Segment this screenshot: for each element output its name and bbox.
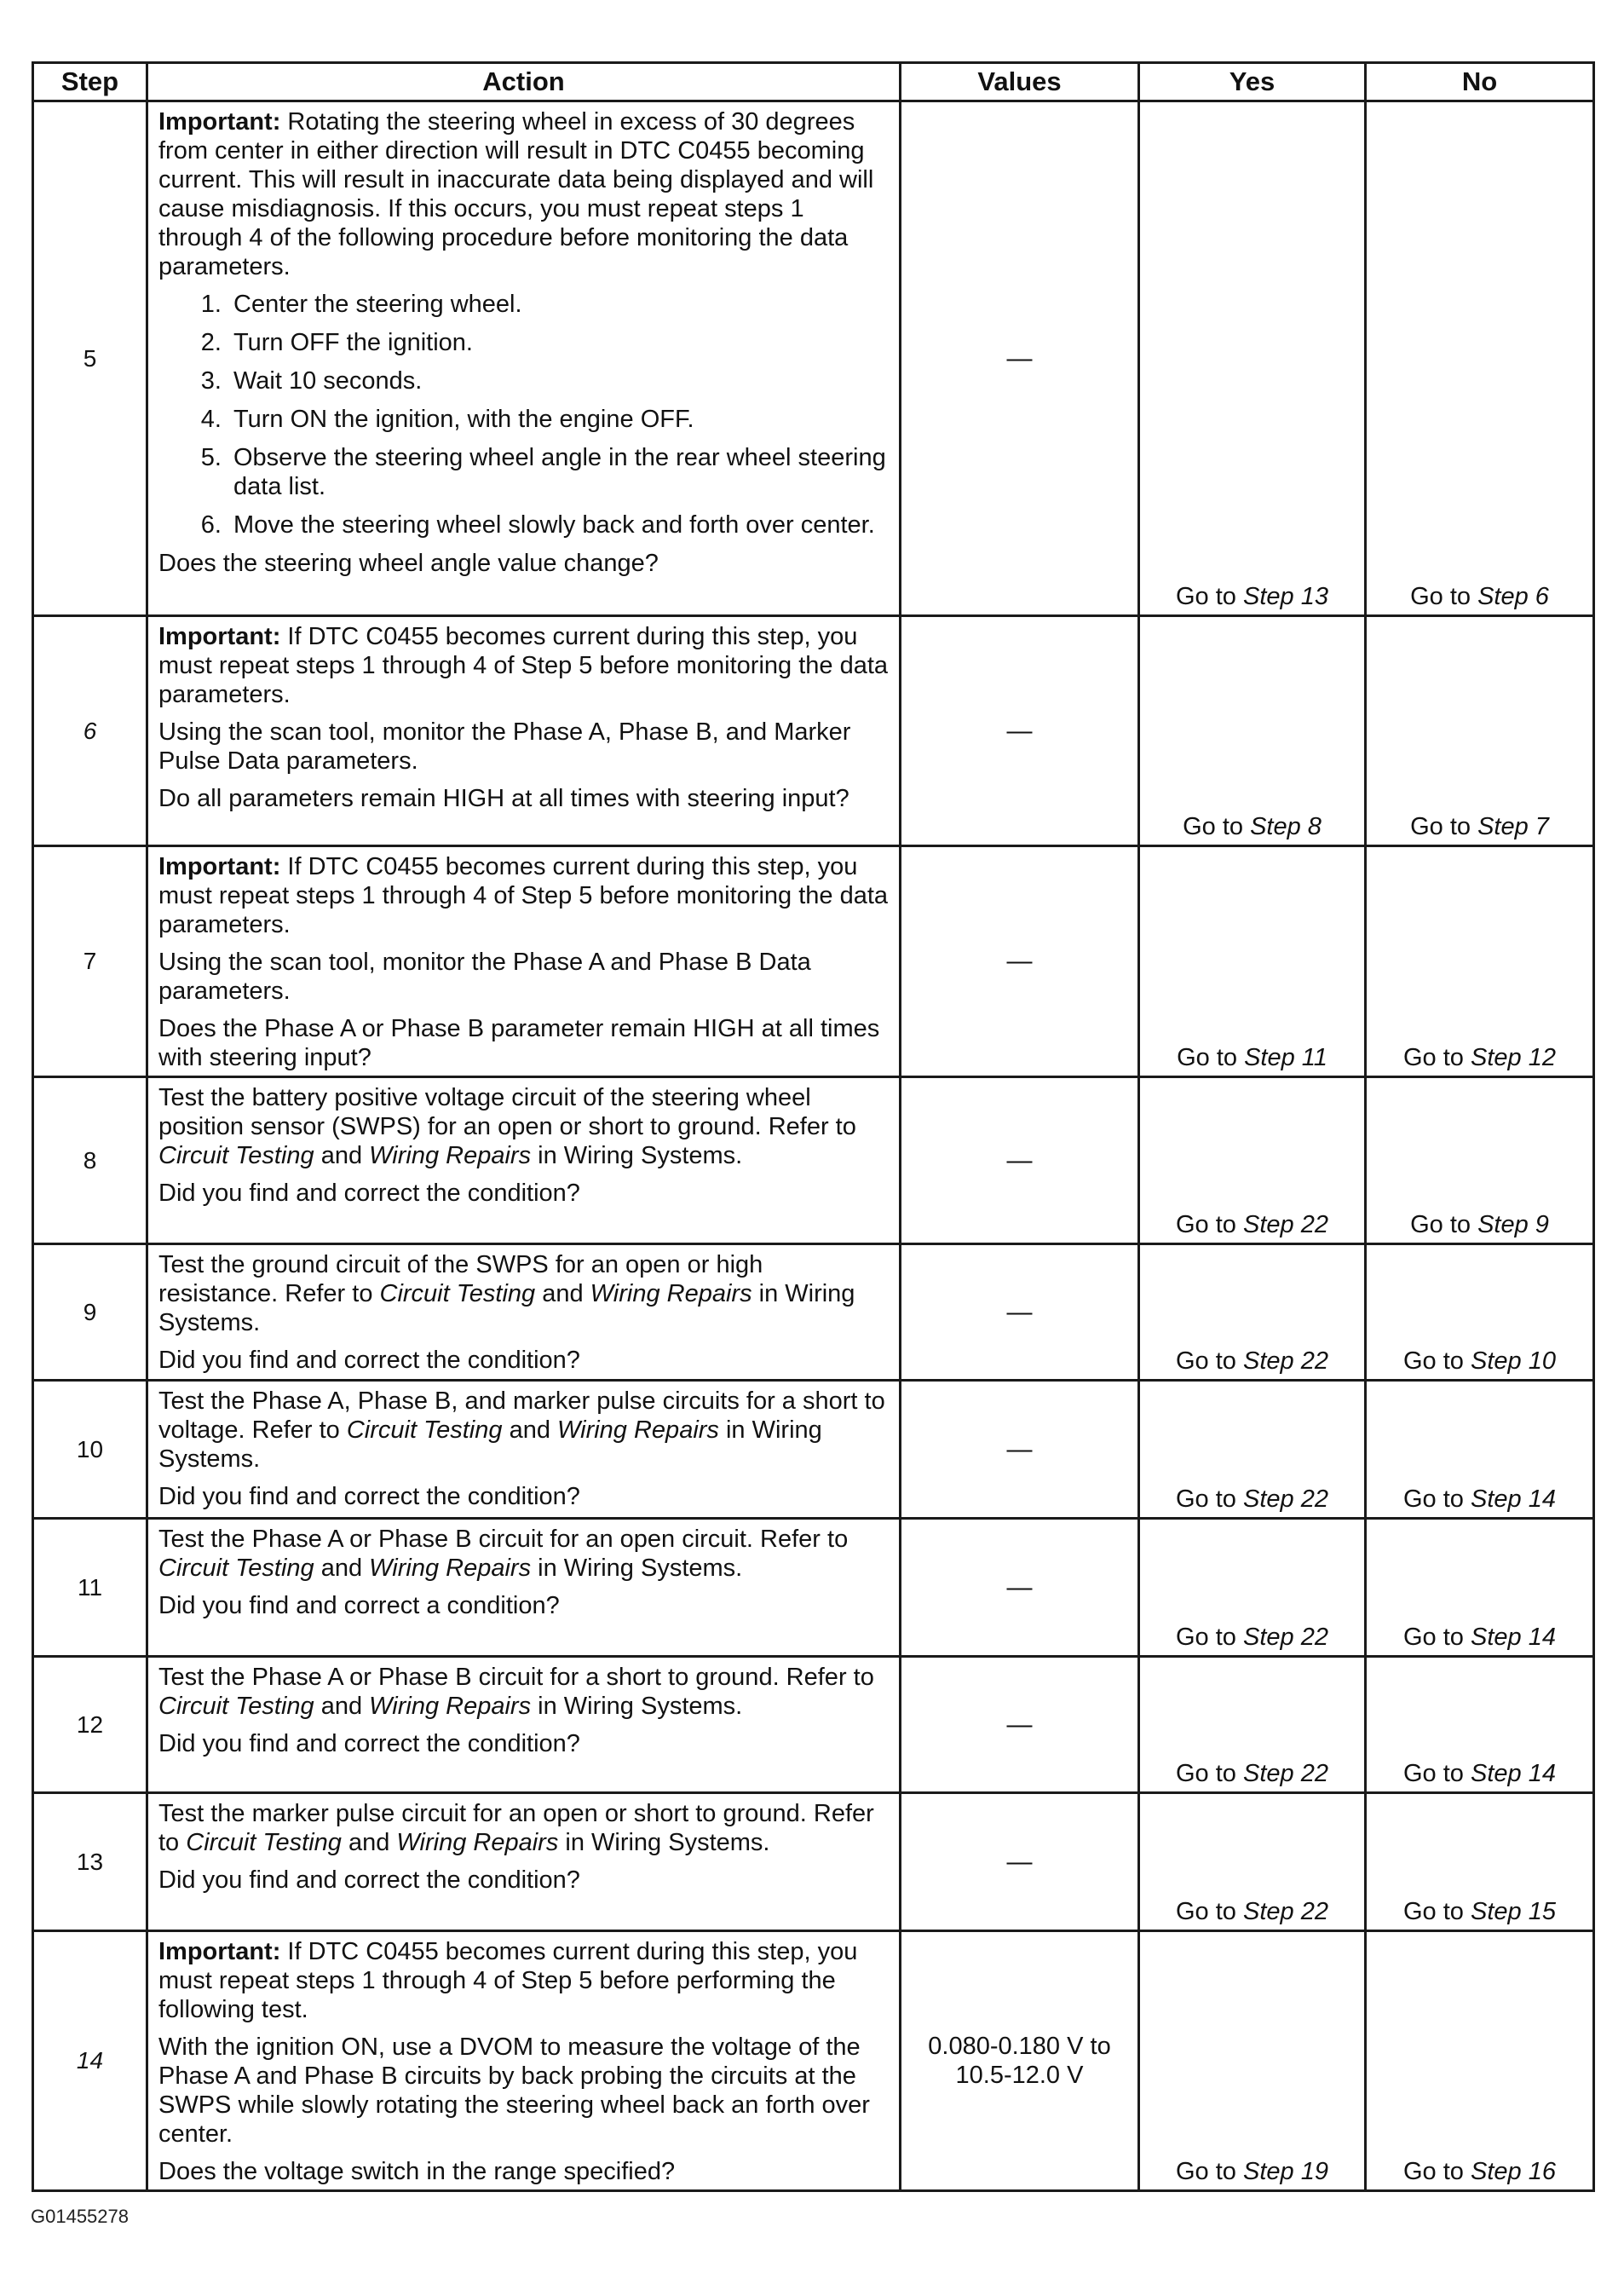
step-number: 5 (33, 101, 147, 616)
action-text: in Wiring Systems. (531, 1555, 743, 1582)
action-text: Did you find and correct the condition? (158, 1866, 580, 1894)
go-to-yes (1176, 583, 1328, 610)
important-label: Important: (158, 853, 281, 880)
go-to-prefix: Go to (1183, 813, 1251, 840)
table-row (33, 616, 1594, 846)
action-text: in Wiring Systems. (158, 1416, 822, 1473)
no-cell (1366, 846, 1594, 1077)
reference-link: Wiring Repairs (369, 1693, 532, 1720)
action-text: and (314, 1555, 370, 1582)
action-text: If DTC C0455 becomes current during this step, you must repeat steps 1 through 4 of Step 5 before monitoring the data parameters. (158, 853, 889, 938)
action-cell (147, 846, 901, 1077)
reference-link: Circuit Testing (158, 1142, 314, 1169)
step-reference: Step 13 (1243, 583, 1328, 610)
reference-link: Circuit Testing (186, 1829, 342, 1856)
step-reference: Step 22 (1243, 1624, 1328, 1651)
header-yes: Yes (1139, 63, 1366, 101)
action-paragraph (158, 1591, 889, 1620)
values-dash: — (1006, 1434, 1033, 1463)
reference-link: Circuit Testing (158, 1693, 314, 1720)
table-row (33, 1657, 1594, 1793)
values-dash: — (1006, 716, 1033, 745)
procedure-step: 5. Observe the steering wheel angle in the rear wheel steering data list. (228, 443, 889, 501)
action-text: Does the Phase A or Phase B parameter remain HIGH at all times with steering input? (158, 1015, 880, 1071)
important-label: Important: (158, 1938, 281, 1965)
step-reference: Step 15 (1471, 1898, 1556, 1925)
step-number: 8 (33, 1077, 147, 1244)
values-cell (901, 1519, 1139, 1657)
go-to-no (1403, 1347, 1556, 1375)
action-paragraph (158, 107, 889, 281)
values-cell (901, 1931, 1139, 2191)
step-reference: Step 10 (1471, 1347, 1556, 1375)
action-paragraph (158, 1387, 889, 1474)
values-dash: — (1006, 343, 1033, 372)
action-paragraph (158, 1014, 889, 1072)
action-paragraph (158, 1866, 889, 1895)
action-paragraph (158, 1729, 889, 1758)
go-to-yes (1176, 1760, 1328, 1787)
action-paragraph (158, 549, 889, 578)
yes-cell (1139, 1244, 1366, 1381)
go-to-prefix: Go to (1403, 1347, 1471, 1375)
go-to-yes (1176, 1624, 1328, 1651)
go-to-no (1410, 813, 1549, 840)
action-text: in Wiring Systems. (158, 1280, 855, 1336)
go-to-prefix: Go to (1176, 583, 1243, 610)
action-paragraph (158, 1482, 889, 1511)
step-reference: Step 12 (1471, 1044, 1556, 1071)
value-range: 10.5-12.0 V (955, 2062, 1084, 2089)
action-paragraph (158, 1937, 889, 2024)
action-paragraph (158, 1799, 889, 1857)
step-number: 11 (33, 1519, 147, 1657)
values-dash: — (1006, 947, 1033, 975)
reference-link: Circuit Testing (158, 1555, 314, 1582)
action-cell (147, 1793, 901, 1931)
step-reference: Step 22 (1243, 1898, 1328, 1925)
action-text: Using the scan tool, monitor the Phase A, Phase B, and Marker Pulse Data parameters. (158, 718, 851, 775)
values-cell (901, 1244, 1139, 1381)
action-cell (147, 1244, 901, 1381)
go-to-no (1403, 1044, 1556, 1071)
action-cell (147, 1519, 901, 1657)
action-text: Did you find and correct the condition? (158, 1180, 580, 1207)
go-to-prefix: Go to (1410, 583, 1478, 610)
header-values: Values (901, 63, 1139, 101)
go-to-yes (1176, 1485, 1328, 1513)
action-text: in Wiring Systems. (531, 1693, 743, 1720)
action-text: Did you find and correct the condition? (158, 1483, 580, 1510)
yes-cell (1139, 1793, 1366, 1931)
step-reference: Step 6 (1477, 583, 1549, 610)
action-text: and (314, 1142, 370, 1169)
go-to-prefix: Go to (1403, 1485, 1471, 1513)
values-cell (901, 616, 1139, 846)
yes-cell (1139, 101, 1366, 616)
yes-cell (1139, 616, 1366, 846)
action-cell (147, 1381, 901, 1519)
header-step: Step (33, 63, 147, 101)
values-dash: — (1006, 1572, 1033, 1601)
action-cell (147, 1657, 901, 1793)
go-to-no (1403, 1898, 1556, 1925)
action-paragraph (158, 1179, 889, 1208)
procedure-step: 4. Turn ON the ignition, with the engine OFF. (228, 405, 889, 434)
yes-cell (1139, 1657, 1366, 1793)
go-to-prefix: Go to (1176, 1898, 1243, 1925)
values-cell (901, 101, 1139, 616)
step-number: 14 (33, 1931, 147, 2191)
go-to-no (1403, 1624, 1556, 1651)
reference-link: Circuit Testing (346, 1416, 503, 1444)
step-reference: Step 14 (1471, 1485, 1556, 1513)
action-paragraph (158, 1663, 889, 1721)
step-number: 9 (33, 1244, 147, 1381)
figure-id: G01455278 (31, 2206, 129, 2227)
procedure-list (158, 290, 889, 539)
go-to-yes (1177, 1044, 1327, 1071)
action-text: Does the voltage switch in the range specified? (158, 2158, 676, 2185)
go-to-prefix: Go to (1176, 1347, 1243, 1375)
step-reference: Step 16 (1471, 2158, 1556, 2185)
reference-link: Wiring Repairs (369, 1142, 532, 1169)
action-text: Test the ground circuit of the SWPS for an open or high resistance. Refer to (158, 1251, 763, 1307)
action-paragraph (158, 1525, 889, 1583)
important-label: Important: (158, 108, 281, 136)
action-cell (147, 616, 901, 846)
action-paragraph (158, 1083, 889, 1170)
yes-cell (1139, 1931, 1366, 2191)
action-text: If DTC C0455 becomes current during this step, you must repeat steps 1 through 4 of Step 5 before performing the following test. (158, 1938, 858, 2023)
action-text: Did you find and correct the condition? (158, 1347, 580, 1374)
table-row (33, 101, 1594, 616)
no-cell (1366, 101, 1594, 616)
action-text: Test the Phase A or Phase B circuit for a short to ground. Refer to (158, 1664, 874, 1691)
step-number: 10 (33, 1381, 147, 1519)
step-number: 12 (33, 1657, 147, 1793)
go-to-prefix: Go to (1176, 1624, 1243, 1651)
go-to-no (1403, 1485, 1556, 1513)
step-reference: Step 8 (1250, 813, 1322, 840)
reference-link: Circuit Testing (379, 1280, 536, 1307)
step-reference: Step 14 (1471, 1624, 1556, 1651)
go-to-no (1410, 1211, 1549, 1238)
go-to-prefix: Go to (1176, 1485, 1243, 1513)
action-text: If DTC C0455 becomes current during this step, you must repeat steps 1 through 4 of Step 5 before monitoring the data parameters. (158, 623, 889, 708)
action-text: Did you find and correct the condition? (158, 1730, 580, 1757)
no-cell (1366, 1931, 1594, 2191)
go-to-prefix: Go to (1176, 2158, 1243, 2185)
action-paragraph (158, 2033, 889, 2149)
go-to-prefix: Go to (1403, 1044, 1471, 1071)
go-to-no (1403, 1760, 1556, 1787)
procedure-step: 6. Move the steering wheel slowly back and forth over center. (228, 511, 889, 539)
yes-cell (1139, 1381, 1366, 1519)
table-row (33, 1519, 1594, 1657)
action-text: Test the battery positive voltage circuit of the steering wheel position sensor (SWPS) for an open or short to ground. Refer to (158, 1084, 856, 1140)
go-to-prefix: Go to (1176, 1211, 1243, 1238)
no-cell (1366, 616, 1594, 846)
step-reference: Step 22 (1243, 1347, 1328, 1375)
go-to-yes (1176, 1347, 1328, 1375)
yes-cell (1139, 1077, 1366, 1244)
values-dash: — (1006, 1297, 1033, 1326)
go-to-yes (1183, 813, 1322, 840)
action-paragraph (158, 852, 889, 939)
go-to-prefix: Go to (1403, 1624, 1471, 1651)
values-cell (901, 1077, 1139, 1244)
action-paragraph (158, 1250, 889, 1337)
values-cell (901, 1793, 1139, 1931)
action-text: and (341, 1829, 397, 1856)
header-action: Action (147, 63, 901, 101)
no-cell (1366, 1244, 1594, 1381)
yes-cell (1139, 1519, 1366, 1657)
go-to-prefix: Go to (1410, 813, 1478, 840)
values-dash: — (1006, 1710, 1033, 1739)
action-text: Rotating the steering wheel in excess of 30 degrees from center in either direction will result in DTC C0455 becoming current. This will result in inaccurate data being displayed and will cause misdiagnosis. If this occurs, you must repeat steps 1 through 4 of the following procedure before monitoring the data parameters. (158, 108, 874, 280)
value-range: 0.080-0.180 V to (928, 2033, 1111, 2060)
go-to-prefix: Go to (1177, 1044, 1245, 1071)
action-cell (147, 1077, 901, 1244)
values-cell (901, 1381, 1139, 1519)
go-to-yes (1176, 1898, 1328, 1925)
diagnostic-table (32, 61, 1595, 2192)
go-to-no (1403, 2158, 1556, 2185)
action-text: With the ignition ON, use a DVOM to measure the voltage of the Phase A and Phase B circuits by back probing the circuits at the SWPS while slowly rotating the steering wheel back an forth over center. (158, 2034, 870, 2148)
action-text: Test the Phase A or Phase B circuit for an open circuit. Refer to (158, 1526, 849, 1553)
table-row (33, 1381, 1594, 1519)
table-row (33, 1077, 1594, 1244)
reference-link: Wiring Repairs (369, 1555, 532, 1582)
action-text: in Wiring Systems. (531, 1142, 743, 1169)
step-reference: Step 9 (1477, 1211, 1549, 1238)
go-to-prefix: Go to (1403, 2158, 1471, 2185)
step-reference: Step 22 (1243, 1760, 1328, 1787)
procedure-step: 3. Wait 10 seconds. (228, 366, 889, 395)
action-text: and (535, 1280, 590, 1307)
action-paragraph (158, 718, 889, 776)
table-row (33, 846, 1594, 1077)
action-text: Using the scan tool, monitor the Phase A and Phase B Data parameters. (158, 949, 811, 1005)
go-to-prefix: Go to (1410, 1211, 1478, 1238)
values-dash: — (1006, 1145, 1033, 1174)
action-text: and (502, 1416, 558, 1444)
procedure-step: 2. Turn OFF the ignition. (228, 328, 889, 357)
reference-link: Wiring Repairs (396, 1829, 559, 1856)
go-to-yes (1176, 2158, 1328, 2185)
step-reference: Step 14 (1471, 1760, 1556, 1787)
action-text: Do all parameters remain HIGH at all times with steering input? (158, 785, 849, 812)
step-reference: Step 22 (1243, 1485, 1328, 1513)
step-reference: Step 22 (1243, 1211, 1328, 1238)
action-text: Did you find and correct a condition? (158, 1592, 560, 1619)
go-to-prefix: Go to (1176, 1760, 1243, 1787)
reference-link: Wiring Repairs (557, 1416, 719, 1444)
yes-cell (1139, 846, 1366, 1077)
table-row (33, 1793, 1594, 1931)
action-paragraph (158, 1346, 889, 1375)
step-reference: Step 19 (1243, 2158, 1328, 2185)
table-header-row (33, 63, 1594, 101)
table-row (33, 1931, 1594, 2191)
step-number: 7 (33, 846, 147, 1077)
action-text: Test the marker pulse circuit for an open or short to ground. Refer to (158, 1800, 874, 1856)
no-cell (1366, 1657, 1594, 1793)
values-cell (901, 1657, 1139, 1793)
action-paragraph (158, 784, 889, 813)
action-text: Does the steering wheel angle value change? (158, 550, 659, 577)
important-label: Important: (158, 623, 281, 650)
go-to-no (1410, 583, 1549, 610)
action-cell (147, 101, 901, 616)
header-no: No (1366, 63, 1594, 101)
action-cell (147, 1931, 901, 2191)
go-to-prefix: Go to (1403, 1898, 1471, 1925)
values-dash: — (1006, 1847, 1033, 1876)
reference-link: Wiring Repairs (590, 1280, 752, 1307)
values-cell (901, 846, 1139, 1077)
go-to-yes (1176, 1211, 1328, 1238)
go-to-prefix: Go to (1403, 1760, 1471, 1787)
step-number: 13 (33, 1793, 147, 1931)
action-text: and (314, 1693, 370, 1720)
action-paragraph (158, 2157, 889, 2186)
step-reference: Step 11 (1244, 1044, 1327, 1071)
action-text: in Wiring Systems. (558, 1829, 770, 1856)
table-row (33, 1244, 1594, 1381)
procedure-step: 1. Center the steering wheel. (228, 290, 889, 319)
action-paragraph (158, 622, 889, 709)
action-paragraph (158, 948, 889, 1006)
no-cell (1366, 1381, 1594, 1519)
step-number: 6 (33, 616, 147, 846)
no-cell (1366, 1519, 1594, 1657)
step-reference: Step 7 (1477, 813, 1549, 840)
no-cell (1366, 1077, 1594, 1244)
no-cell (1366, 1793, 1594, 1931)
action-text: Test the Phase A, Phase B, and marker pulse circuits for a short to voltage. Refer to (158, 1387, 885, 1444)
